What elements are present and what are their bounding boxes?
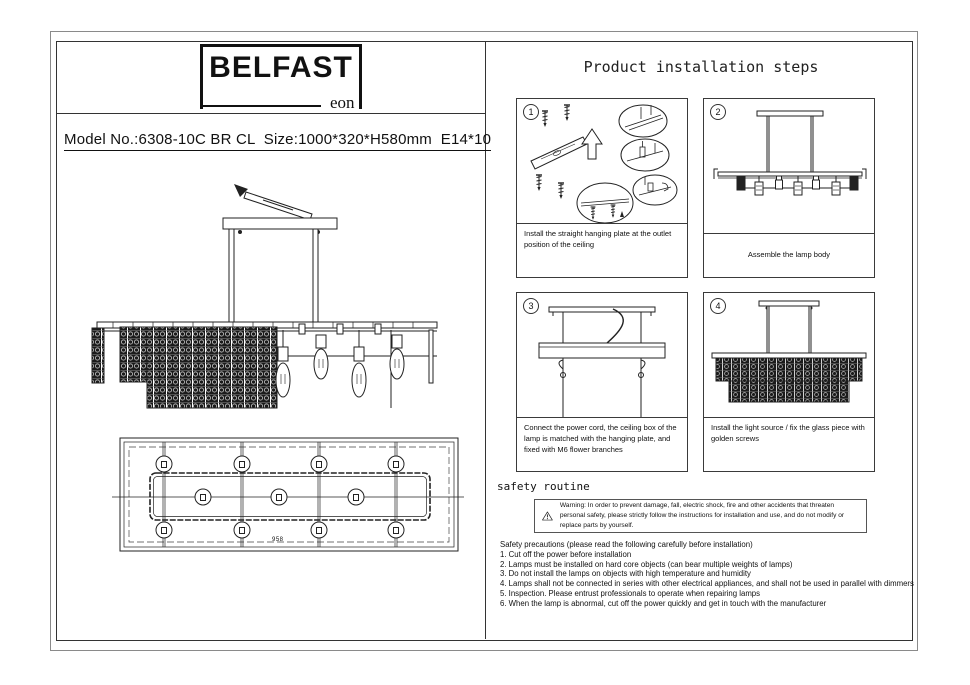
precaution-item: 2. Lamps must be installed on hard core objects (can bear multiple weights of lamps) xyxy=(500,559,793,569)
page-title: Product installation steps xyxy=(583,58,819,76)
step-number-badge: 1 xyxy=(523,104,539,120)
step1-caption: Install the straight hanging plate at the outlet position of the ceiling xyxy=(517,223,687,277)
warning-box xyxy=(534,499,867,533)
step2-caption: Assemble the lamp body xyxy=(704,233,874,277)
brand-name: BELFAST xyxy=(209,51,353,84)
brand-logo-baseline xyxy=(200,94,362,111)
step-panel-2 xyxy=(703,98,875,278)
safety-routine-heading: safety routine xyxy=(497,480,590,493)
brand-sub: eon xyxy=(329,93,355,112)
side-view-drawing xyxy=(88,178,480,426)
step4-caption: Install the light source / fix the glass piece with golden screws xyxy=(704,417,874,471)
logo-rule xyxy=(200,105,321,108)
plan-dimension-label: 958 xyxy=(272,537,284,543)
step4-figure xyxy=(704,293,874,417)
precautions-title: Safety precautions (please read the following carefully before installation) xyxy=(500,540,753,549)
step-number-badge: 4 xyxy=(710,298,726,314)
step-number-badge: 3 xyxy=(523,298,539,314)
step1-figure xyxy=(517,99,687,223)
header-divider xyxy=(57,113,485,114)
warning-text: Warning: In order to prevent damage, fall, electric shock, fire and other accidents that threaten personal safety, please strictly follow the instructions for installation and use, and do not modify or replace parts by yourself. xyxy=(559,502,845,529)
brand-logo xyxy=(200,44,362,112)
safety-precautions xyxy=(500,540,916,609)
plan-view-drawing xyxy=(112,428,464,556)
plan-view-wrap xyxy=(112,428,464,556)
precaution-item: 3. Do not install the lamps on objects with high temperature and humidity xyxy=(500,569,751,579)
precaution-item: 4. Lamps shall not be connected in series with other electrical appliances, and shall not be used in parallel with dimmers xyxy=(500,579,914,589)
step3-figure xyxy=(517,293,687,417)
precaution-item: 6. When the lamp is abnormal, cut off the power quickly and get in touch with the manufacturer xyxy=(500,598,827,608)
step-number-badge: 2 xyxy=(710,104,726,120)
step3-caption: Connect the power cord, the ceiling box of the lamp is matched with the hanging plate, and fixed with M6 flower branches xyxy=(517,417,687,471)
warning-triangle-icon xyxy=(542,506,553,526)
step-panel-4 xyxy=(703,292,875,472)
step-panel-1 xyxy=(516,98,688,278)
model-spec-line: Model No.:6308-10C BR CL Size:1000*320*H580mm E14*10 xyxy=(64,131,491,151)
precaution-item: 5. Inspection. Please entrust professionals to operate when repairing lamps xyxy=(500,588,761,598)
step2-figure xyxy=(704,99,874,233)
logo-end-tick xyxy=(360,100,363,109)
precaution-item: 1. Cut off the power before installation xyxy=(500,549,632,559)
step-panel-3 xyxy=(516,292,688,472)
